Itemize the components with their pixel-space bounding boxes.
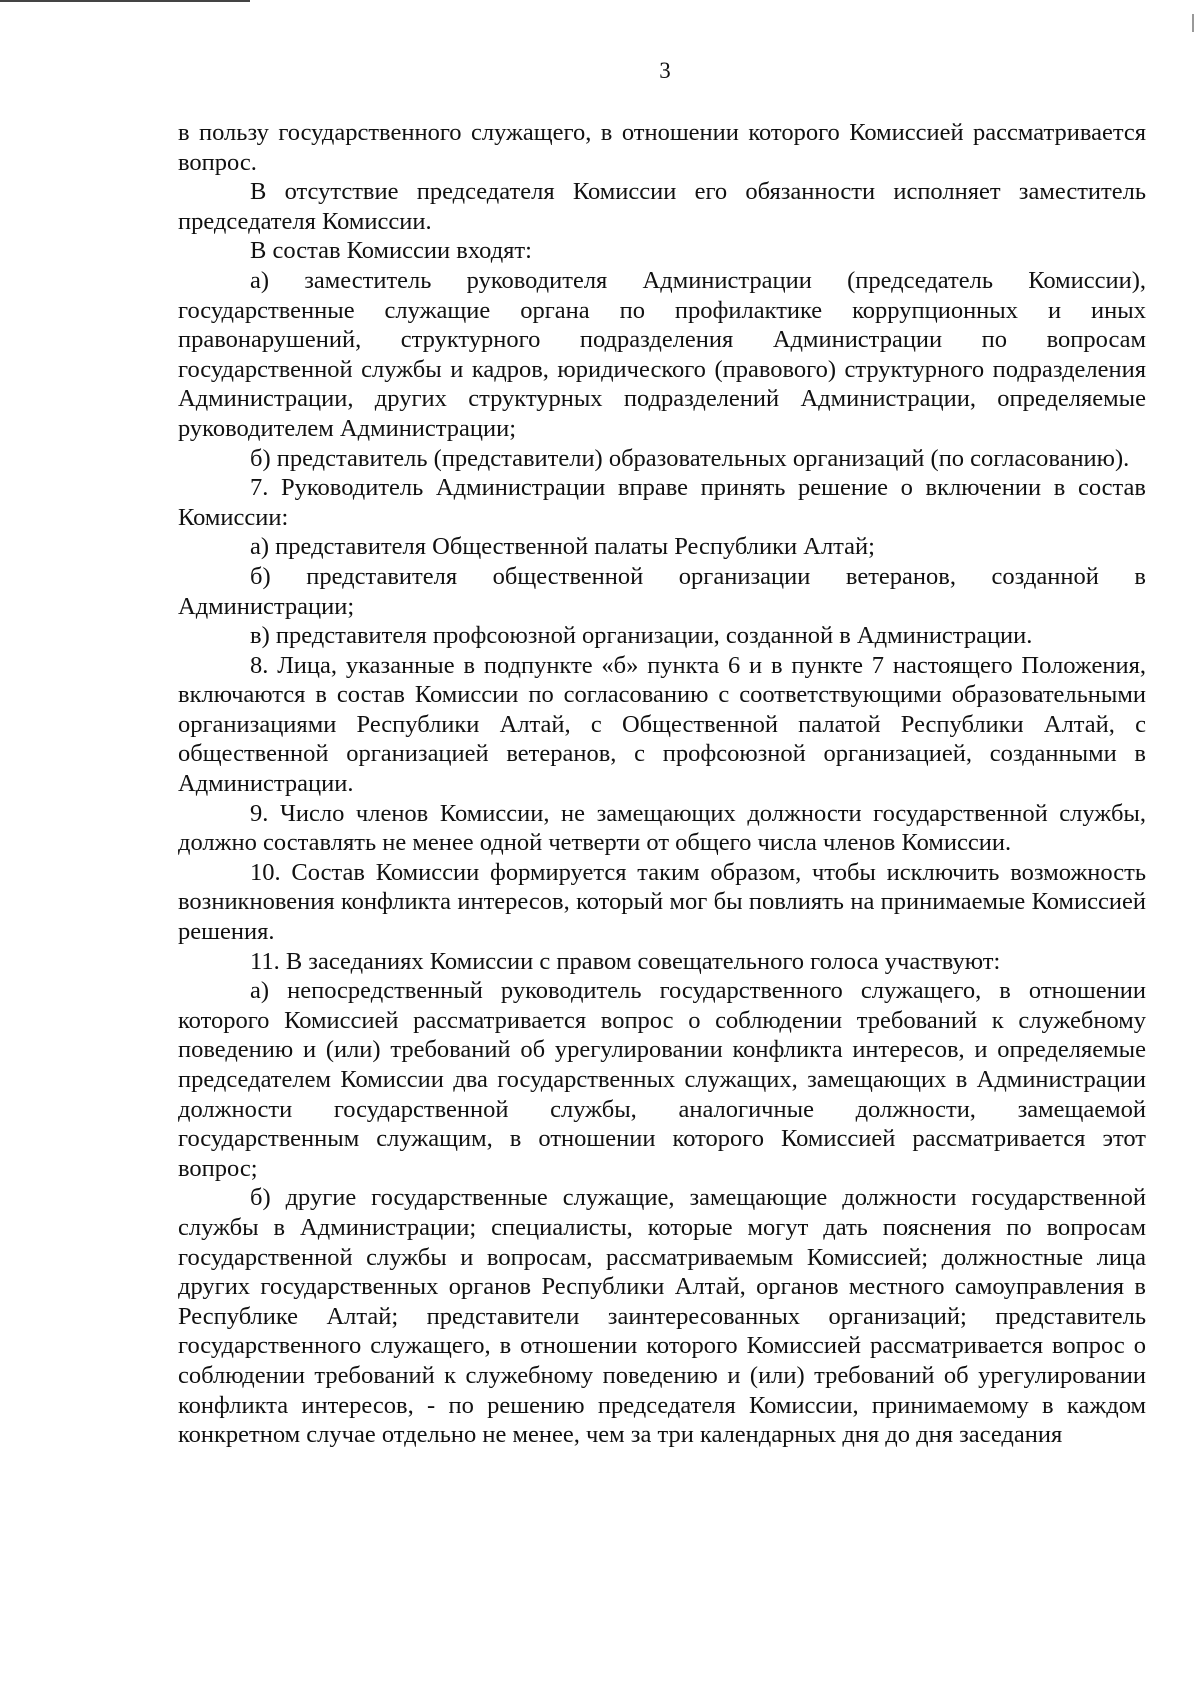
paragraph-composition-intro: В состав Комиссии входят: bbox=[250, 237, 532, 265]
paragraph-item-11-b: б) другие государственные служащие, замещающие должности государственной службы в Администрации; специалисты, которые могут дать пояснения по вопросам государственной службы и вопросам, рассматриваемым Комиссией; должностные лица других государственных органов Республики Алтай, органов местного самоуправления в Республике Алтай; представители заинтересованных организаций; представитель государственного служащего, в отношении которого Комиссией рассматривается вопрос о соблюдении требований к служебному поведению и (или) требований об урегулировании конфликта интересов, - по решению председателя Комиссии, принимаемому в каждом конкретном случае отдельно не менее, чем за три календарных дня до дня заседания bbox=[178, 1184, 1146, 1449]
paragraph-item-7-a: а) представителя Общественной палаты Республики Алтай; bbox=[250, 533, 875, 561]
paragraph-chair-absence: В отсутствие председателя Комиссии его обязанности исполняет заместитель председателя Комиссии. bbox=[178, 178, 1146, 235]
paragraph-composition-b: б) представитель (представители) образовательных организаций (по согласованию). bbox=[250, 444, 1130, 472]
scan-edge-line bbox=[0, 0, 250, 2]
paragraph-item-7: 7. Руководитель Администрации вправе принять решение о включении в состав Комиссии: bbox=[178, 474, 1146, 531]
paragraph-item-9: 9. Число членов Комиссии, не замещающих должности государственной службы, должно составлять не менее одной четверти от общего числа членов Комиссии. bbox=[178, 799, 1146, 857]
scan-edge-mark bbox=[1192, 14, 1194, 32]
paragraph-item-10: 10. Состав Комиссии формируется таким образом, чтобы исключить возможность возникновения конфликта интересов, который мог бы повлиять на принимаемые Комиссией решения. bbox=[178, 858, 1146, 946]
page-number: 3 bbox=[659, 58, 671, 83]
paragraph-item-8: 8. Лица, указанные в подпункте «б» пункта 6 и в пункте 7 настоящего Положения, включаются в состав Комиссии по согласованию с соответствующими образовательными организациями Республики Алтай, с Общественной палатой Республики Алтай, с общественной организацией ветеранов, с профсоюзной организацией, созданными в Администрации. bbox=[178, 651, 1146, 798]
paragraph-composition-a: а) заместитель руководителя Администрации (председатель Комиссии), государственные служащие органа по профилактике коррупционных и иных правонарушений, структурного подразделения Администрации по вопросам государственной службы и кадров, юридического (правового) структурного подразделения Администрации, других структурных подразделений Администрации, определяемые руководителем Администрации; bbox=[178, 266, 1146, 442]
document-body bbox=[178, 118, 1146, 1450]
paragraph-item-11-a: а) непосредственный руководитель государственного служащего, в отношении которого Комиссией рассматривается вопрос о соблюдении требований к служебному поведению и (или) требований об урегулировании конфликта интересов, и определяемые председателем Комиссии два государственных служащих, замещающих в Администрации должности государственной службы, аналогичные должности, замещаемой государственным служащим, в отношении которого Комиссией рассматривается этот вопрос; bbox=[178, 977, 1146, 1182]
paragraph-continuation: в пользу государственного служащего, в отношении которого Комиссией рассматривается вопрос. bbox=[178, 119, 1146, 176]
paragraph-item-7-c: в) представителя профсоюзной организации, созданной в Администрации. bbox=[250, 622, 1033, 650]
paragraph-item-11: 11. В заседаниях Комиссии с правом совещательного голоса участвуют: bbox=[250, 947, 1001, 975]
paragraph-item-7-b: б) представителя общественной организации ветеранов, созданной в Администрации; bbox=[178, 562, 1146, 620]
